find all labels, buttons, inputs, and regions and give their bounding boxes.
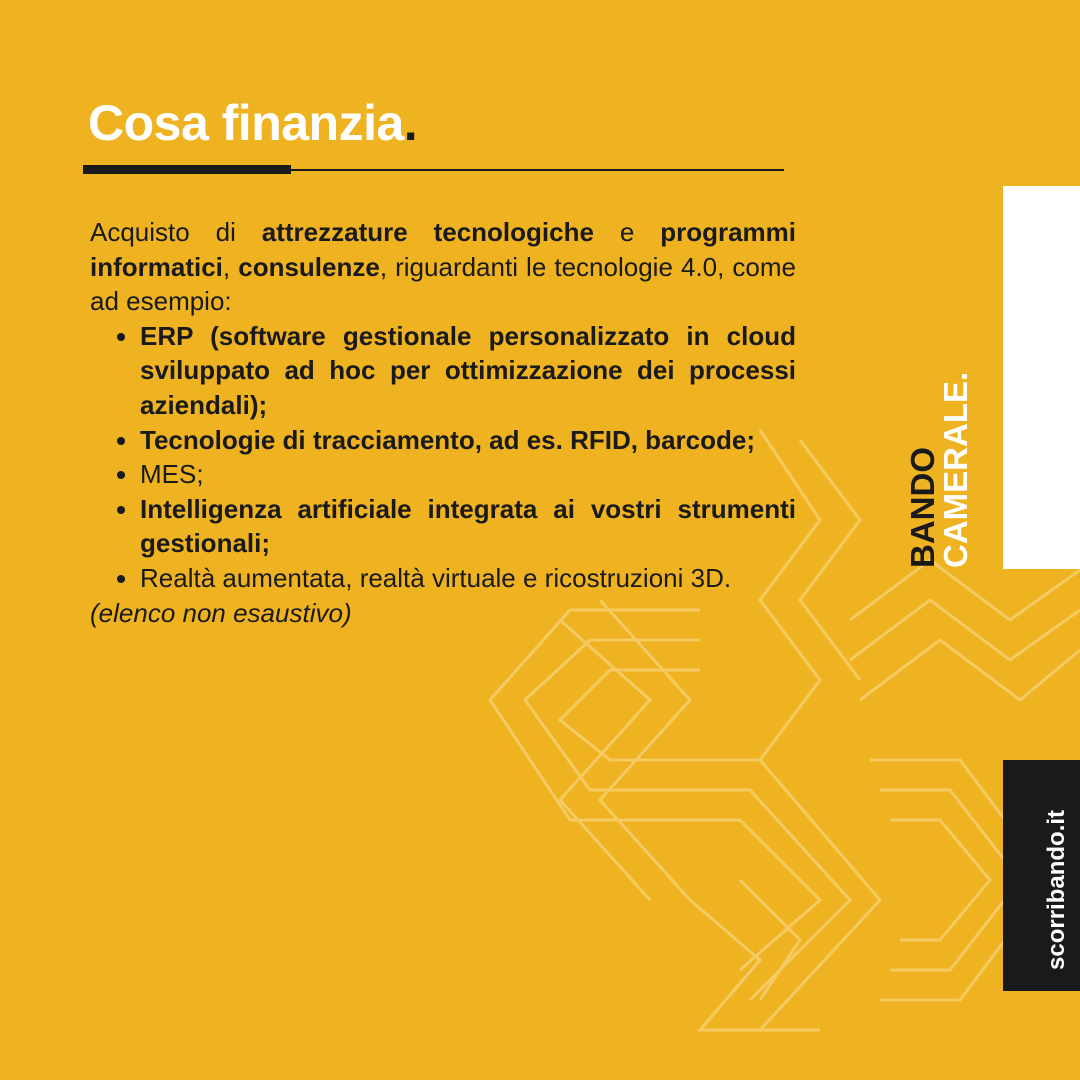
side-label-line1: BANDO: [904, 447, 941, 568]
side-white-block: [1003, 186, 1080, 569]
title-dot: .: [403, 95, 418, 151]
financed-items-list: [90, 319, 796, 596]
non-exhaustive-note: (elenco non esaustivo): [90, 597, 352, 628]
site-url: scorribando.it: [1043, 809, 1070, 970]
page-title: Cosa finanzia.: [88, 95, 418, 151]
list-item: • Realtà aumentata, realtà virtuale e ricostruzioni 3D.: [140, 561, 796, 596]
list-item: • ERP (software gestionale personalizzato in cloud sviluppato ad hoc per ottimizzazione dei processi aziendali);: [140, 319, 796, 423]
content-body: [90, 215, 796, 630]
list-item: • Intelligenza artificiale integrata ai vostri strumenti gestionali;: [140, 492, 796, 561]
bando-camerale-label: [906, 372, 972, 568]
side-label-line2: CAMERALE.: [937, 371, 974, 568]
intro-paragraph: Acquisto di attrezzature tecnologiche e programmi informatici, consulenze, riguardanti le tecnologie 4.0, come ad esempio:: [90, 217, 796, 317]
list-item: • MES;: [140, 457, 796, 492]
title-underline-accent: [83, 165, 291, 174]
list-item: • Tecnologie di tracciamento, ad es. RFID, barcode;: [140, 423, 796, 458]
